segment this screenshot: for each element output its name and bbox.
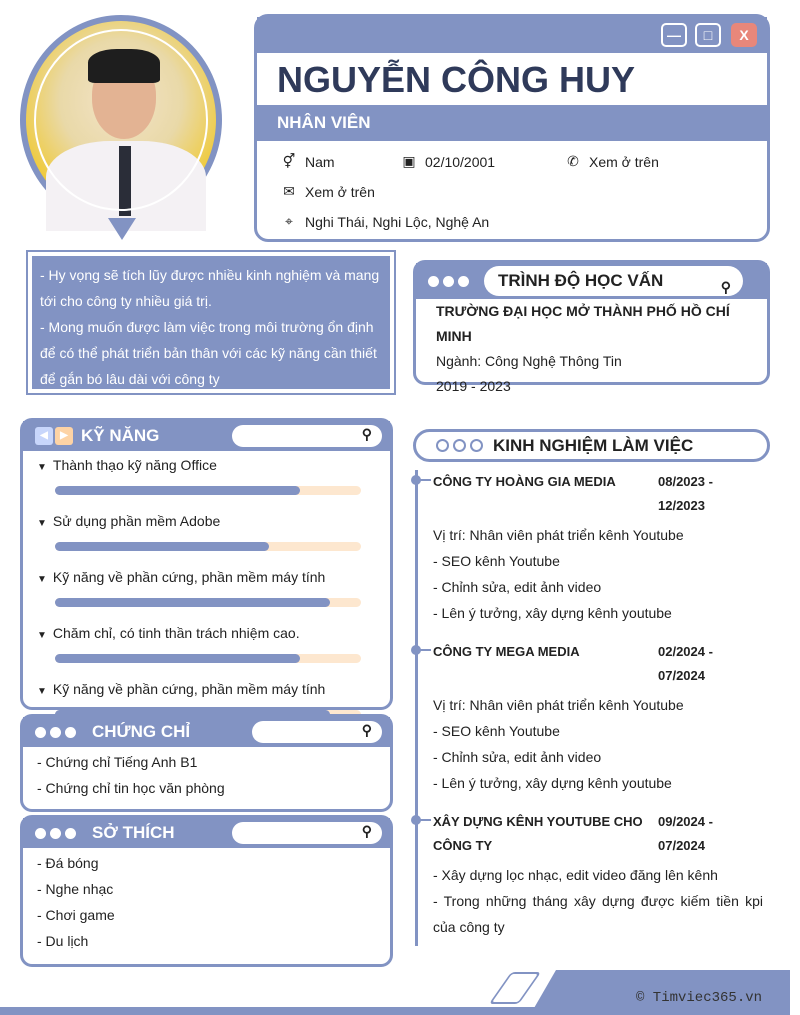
certificate-item: - Chứng chỉ Tiếng Anh B1: [37, 754, 198, 770]
skill-bar: [55, 542, 361, 551]
job-detail: Vị trí: Nhân viên phát triển kênh Youtube: [433, 697, 684, 713]
job-company: CÔNG TY HOÀNG GIA MEDIA: [433, 474, 616, 489]
job-detail: - Chỉnh sửa, edit ảnh video: [433, 579, 602, 595]
timeline-line: [415, 470, 418, 946]
job-date-from: 02/2024 -: [658, 644, 713, 659]
dots-icon: [35, 727, 76, 738]
skill-bar: [55, 598, 361, 607]
experience-header: [413, 429, 770, 462]
timeline-node: [411, 645, 421, 655]
certificates-search[interactable]: [252, 721, 382, 743]
skill-label: ▼ Chăm chỉ, có tinh thần trách nhiệm cao.: [37, 623, 390, 646]
job-detail: - SEO kênh Youtube: [433, 723, 560, 739]
skill-label: ▼ Kỹ năng về phần cứng, phần mềm máy tính: [37, 567, 390, 590]
hobby-item: - Chơi game: [37, 907, 115, 923]
education-title-bar: TRÌNH ĐỘ HỌC VẤN ⚲: [484, 266, 743, 296]
next-icon[interactable]: ▶: [55, 427, 73, 445]
timeline-node: [411, 475, 421, 485]
education-section: [413, 260, 770, 394]
job-detail: - Lên ý tưởng, xây dựng kênh youtube: [433, 605, 672, 621]
candidate-name: NGUYỄN CÔNG HUY: [277, 59, 636, 100]
skill-item: [23, 619, 390, 663]
phone-icon: ✆: [567, 153, 579, 169]
dots-icon: [436, 439, 483, 452]
hobby-item: - Du lịch: [37, 933, 89, 949]
avatar-photo: [20, 15, 222, 225]
search-icon: ⚲: [361, 426, 372, 442]
search-icon: ⚲: [720, 279, 731, 295]
skill-bar-fill: [55, 486, 300, 495]
hobbies-search[interactable]: [232, 822, 382, 844]
job-detail: - Lên ý tưởng, xây dựng kênh youtube: [433, 775, 672, 791]
close-button[interactable]: X: [731, 23, 757, 47]
hobby-item: - Đá bóng: [37, 855, 99, 871]
career-objective: [26, 250, 396, 395]
avatar-pointer: [108, 218, 136, 240]
experience-title: KINH NGHIỆM LÀM VIỆC: [493, 435, 694, 455]
location-icon: ⌖: [285, 213, 293, 229]
skills-section: [20, 418, 393, 710]
job-company: CÔNG TY MEGA MEDIA: [433, 644, 580, 659]
major: Ngành: Công Nghệ Thông Tin: [436, 353, 622, 369]
maximize-button[interactable]: □: [695, 23, 721, 47]
footer-slash-icon: [489, 972, 541, 1004]
skill-bar: [55, 654, 361, 663]
skills-search[interactable]: [232, 425, 382, 447]
window-titlebar: [257, 17, 767, 53]
objective-line: - Hy vọng sẽ tích lũy được nhiều kinh nghiệm và mang tới cho công ty nhiều giá trị.: [40, 267, 380, 309]
minimize-button[interactable]: —: [661, 23, 687, 47]
certificates-title: CHỨNG CHỈ: [92, 722, 191, 741]
job-company: XÂY DỰNG KÊNH YOUTUBE CHO CÔNG TY: [433, 814, 643, 853]
job-date-to: 07/2024: [658, 838, 705, 853]
gender: Nam: [305, 153, 335, 170]
dots-icon: [35, 828, 76, 839]
certificates-section: [20, 714, 393, 812]
study-years: 2019 - 2023: [436, 378, 511, 394]
skill-bar-fill: [55, 598, 330, 607]
skill-item: [23, 507, 390, 551]
address: Nghi Thái, Nghi Lộc, Nghệ An: [305, 213, 490, 230]
skill-item: [23, 675, 390, 719]
job-detail: - Trong những tháng xây dựng được kiếm tiền kpi của công ty: [433, 893, 763, 935]
job-detail: Vị trí: Nhân viên phát triển kênh Youtube: [433, 527, 684, 543]
job-date-to: 07/2024: [658, 668, 705, 683]
skill-item: [23, 563, 390, 607]
email: Xem ở trên: [305, 183, 375, 200]
skill-bar-fill: [55, 654, 300, 663]
skill-bar-fill: [55, 542, 269, 551]
date-of-birth: 02/10/2001: [425, 153, 496, 170]
timeline-node: [411, 815, 421, 825]
skill-label: ▼ Sử dụng phần mềm Adobe: [37, 511, 390, 534]
hobbies-title: SỞ THÍCH: [92, 823, 175, 842]
job-date-from: 08/2023 -: [658, 474, 713, 489]
email-icon: ✉: [283, 183, 295, 199]
job-date-from: 09/2024 -: [658, 814, 713, 829]
job-date-to: 12/2023: [658, 498, 705, 513]
skills-title: KỸ NĂNG: [81, 426, 160, 445]
profile-card: [254, 14, 770, 242]
job-detail: - SEO kênh Youtube: [433, 553, 560, 569]
school-name: TRƯỜNG ĐẠI HỌC MỞ THÀNH PHỐ HỒ CHÍ MINH: [436, 303, 730, 344]
job-detail: - Chỉnh sửa, edit ảnh video: [433, 749, 602, 765]
copyright: © Timviec365.vn: [636, 990, 763, 1006]
job-entry: [433, 470, 763, 626]
prev-icon[interactable]: ◀: [35, 427, 53, 445]
gender-icon: ⚥: [282, 153, 296, 169]
hobbies-section: [20, 815, 393, 967]
dots-icon: [428, 276, 469, 287]
skill-bar: [55, 486, 361, 495]
job-entry: [433, 640, 763, 796]
job-entry: [433, 810, 763, 940]
calendar-icon: ▣: [402, 153, 416, 169]
candidate-role: NHÂN VIÊN: [257, 105, 767, 141]
search-icon: ⚲: [361, 722, 372, 738]
job-detail: - Xây dựng lọc nhạc, edit video đăng lên kênh: [433, 867, 718, 883]
skill-label: ▼ Thành thạo kỹ năng Office: [37, 455, 390, 478]
certificate-item: - Chứng chỉ tin học văn phòng: [37, 780, 225, 796]
search-icon: ⚲: [361, 823, 372, 839]
skill-label: ▼ Kỹ năng về phần cứng, phần mềm máy tính: [37, 679, 390, 702]
phone: Xem ở trên: [589, 153, 659, 170]
hobby-item: - Nghe nhạc: [37, 881, 114, 897]
objective-line: - Mong muốn được làm việc trong môi trường ổn định để có thể phát triển bản thân với các kỹ năng cần thiết để gắn bó lâu dài với công ty: [40, 319, 377, 387]
skill-item: [23, 451, 390, 495]
